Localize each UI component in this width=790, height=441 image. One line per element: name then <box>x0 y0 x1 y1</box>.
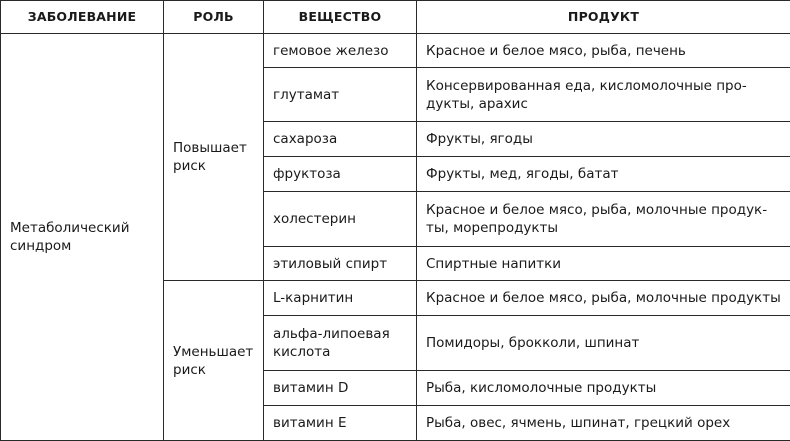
substance-cell: витамин D <box>264 371 417 406</box>
product-cell <box>417 68 790 122</box>
substance-cell: холестерин <box>264 192 417 247</box>
product-text: Красное и белое мясо, рыба, молочные продук- <box>426 202 767 218</box>
product-cell: Рыба, овес, ячмень, шпинат, грецкий орех <box>417 406 790 441</box>
substance-cell: сахароза <box>264 122 417 157</box>
substance-cell: фруктоза <box>264 157 417 192</box>
substance-cell: этиловый спирт <box>264 247 417 281</box>
product-cell <box>417 192 790 247</box>
role-text: Уменьшает <box>173 344 253 360</box>
substance-cell: L-карнитин <box>264 281 417 316</box>
product-text: Консервированная еда, кисломолочные про- <box>426 78 747 94</box>
header-product: ПРОДУКТ <box>417 1 790 34</box>
substance-cell: гемовое железо <box>264 34 417 68</box>
product-cell: Спиртные напитки <box>417 247 790 281</box>
product-text: ты, морепродукты <box>426 220 558 236</box>
role-cell-increases <box>164 34 264 281</box>
disease-text: синдром <box>10 238 71 254</box>
header-disease: ЗАБОЛЕВАНИЕ <box>1 1 164 34</box>
product-cell: Помидоры, брокколи, шпинат <box>417 316 790 371</box>
header-substance: ВЕЩЕСТВО <box>264 1 417 34</box>
role-text: риск <box>173 158 206 174</box>
product-text: дукты, арахис <box>426 96 528 112</box>
role-text: Повышает <box>173 140 247 156</box>
substance-cell <box>264 316 417 371</box>
substance-cell: глутамат <box>264 68 417 122</box>
product-cell: Фрукты, мед, ягоды, батат <box>417 157 790 192</box>
product-cell: Рыба, кисломолочные продукты <box>417 371 790 406</box>
disease-text: Метаболический <box>10 220 129 236</box>
product-cell: Фрукты, ягоды <box>417 122 790 157</box>
header-row <box>1 1 790 34</box>
product-cell: Красное и белое мясо, рыба, печень <box>417 34 790 68</box>
table-row <box>1 34 790 68</box>
substance-cell: витамин E <box>264 406 417 441</box>
header-role: РОЛЬ <box>164 1 264 34</box>
role-cell-decreases <box>164 281 264 441</box>
substance-text: альфа-липоевая <box>273 326 390 342</box>
disease-cell <box>1 34 164 441</box>
product-cell: Красное и белое мясо, рыба, молочные продукты <box>417 281 790 316</box>
substance-text: кислота <box>273 344 330 360</box>
role-text: риск <box>173 362 206 378</box>
